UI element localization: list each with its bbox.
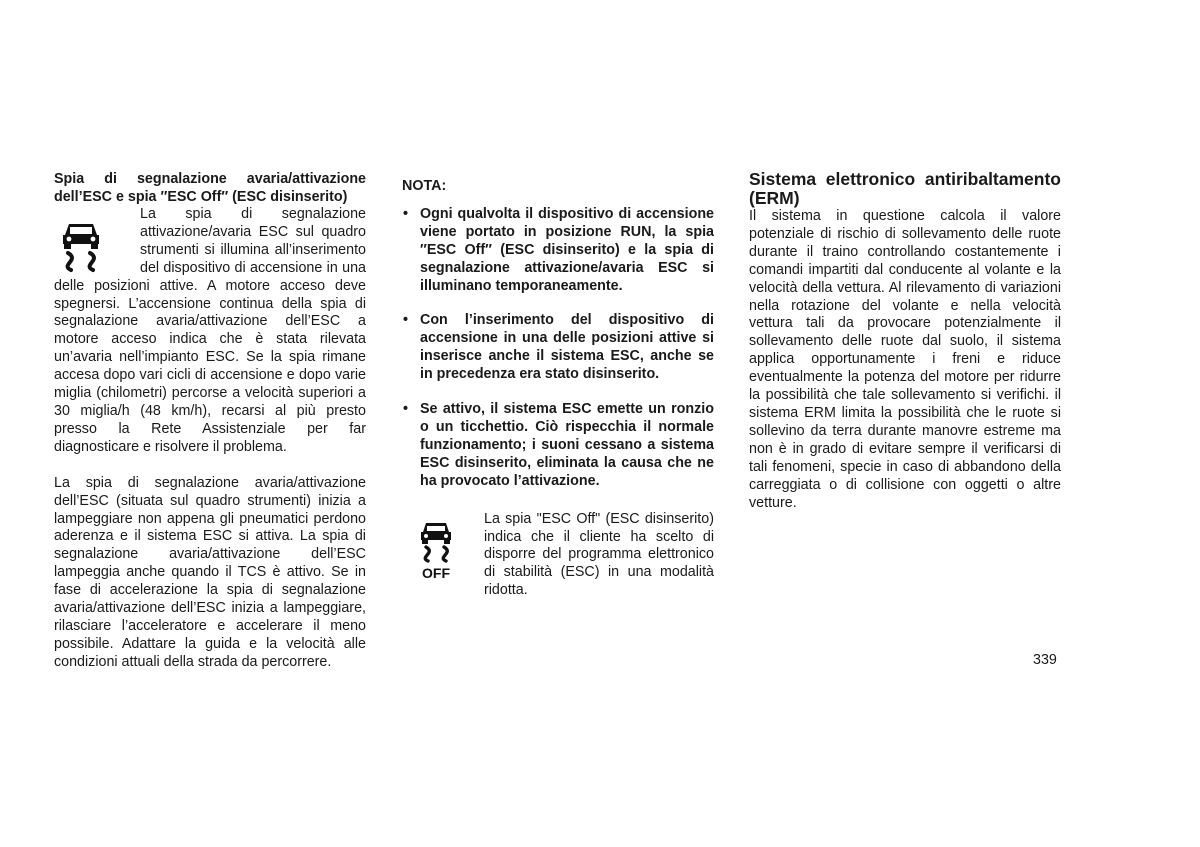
note-item: • Se attivo, il sistema ESC emette un ronzio o un ticchettio. Ciò rispecchia il normale funzionamento; i suoni cessano a sistema ESC disinserito, eliminata la causa che ne ha provocato l’attivazione. <box>403 401 714 489</box>
left-column <box>54 170 366 672</box>
esc-warning-paragraph-2: La spia di segnalazione avaria/attivazione dell’ESC (situata sul quadro strumenti) inizia a lampeggiare non appena gli pneumatici perdono aderenza e il sistema ESC si attiva. La spia di segnalazione avaria/attivazione dell’ESC lampeggia anche quando il TCS è attivo. Se in fase di accelerazione la spia di segnalazione avaria/attivazione dell’ESC inizia a lampeggiare, rilasciare l’acceleratore e accelerare il meno possibile. Adattare la guida e la velocità alle condizioni attuali della strada da percorrere. <box>54 474 366 670</box>
note-list <box>402 206 714 491</box>
esc-skid-warning-icon <box>54 206 134 276</box>
page-number: 339 <box>1033 652 1057 668</box>
middle-column <box>402 170 714 600</box>
right-column <box>749 170 1061 512</box>
note-label: NOTA: <box>402 178 447 194</box>
esc-warning-paragraph-1: La spia di segnalazione attivazione/avaria ESC sul quadro strumenti si illumina all’inserimento del dispositivo di accensione in una delle posizioni attive. A motore acceso deve spegnersi. L’accensione continua della spia di segnalazione avaria/attivazione dell’ESC a motore acceso indica che è stata rilevata un’avaria nell’impianto ESC. Se la spia rimane accesa dopo vari cicli di accensione e dopo varie miglia (chilometri) percorse a velocità superiori a 30 miglia/h (48 km/h), recarsi al più presto presso la Rete Assistenziale per far diagnosticare e risolvere il problema. <box>54 206 366 455</box>
section-heading-esc-warning: Spia di segnalazione avaria/attivazione dell’ESC e spia ″ESC Off″ (ESC disinserito) <box>54 171 366 205</box>
note-item: • Con l’inserimento del dispositivo di accensione in una delle posizioni attive si inserisce anche il sistema ESC, anche se in precedenza era stato disinserito. <box>403 312 714 383</box>
section-heading-erm: Sistema elettronico antiribaltamento (ERM) <box>749 169 1061 208</box>
esc-off-description: La spia "ESC Off" (ESC disinserito) indica che il cliente ha scelto di disporre del programma elettronico di stabilità (ESC) in una modalità ridotta. <box>484 510 714 599</box>
esc-off-block <box>402 511 714 601</box>
off-label: OFF <box>422 564 450 581</box>
erm-paragraph: Il sistema in questione calcola il valore potenziale di rischio di sollevamento delle ruote durante il traino controllando costantemente i comandi impartiti dal conducente al volante e la velocità della vettura. Al rilevamento di variazioni nella rotazione del volante e nella velocità vettura tali da provocare potenzialmente il sollevamento delle ruote dal suolo, il sistema applica opportunamente i freni e riduce eventualmente la potenza del motore per ridurre la possibilità che tale sollevamento si verifichi. il sistema ERM limita la possibilità che le ruote si sollevino da terra durante manovre estreme ma non è in grado di evitare sempre il verificarsi di tali fenomeni, specie in caso di abbandono della carreggiata o di collisione con oggetti o altre vetture. <box>749 208 1061 511</box>
esc-off-icon <box>402 511 484 601</box>
note-item: • Ogni qualvolta il dispositivo di accensione viene portato in posizione RUN, la spia ″ESC Off″ (ESC disinserito) e la spia di segnalazione attivazione/avaria ESC si illuminano temporaneamente. <box>403 205 714 294</box>
